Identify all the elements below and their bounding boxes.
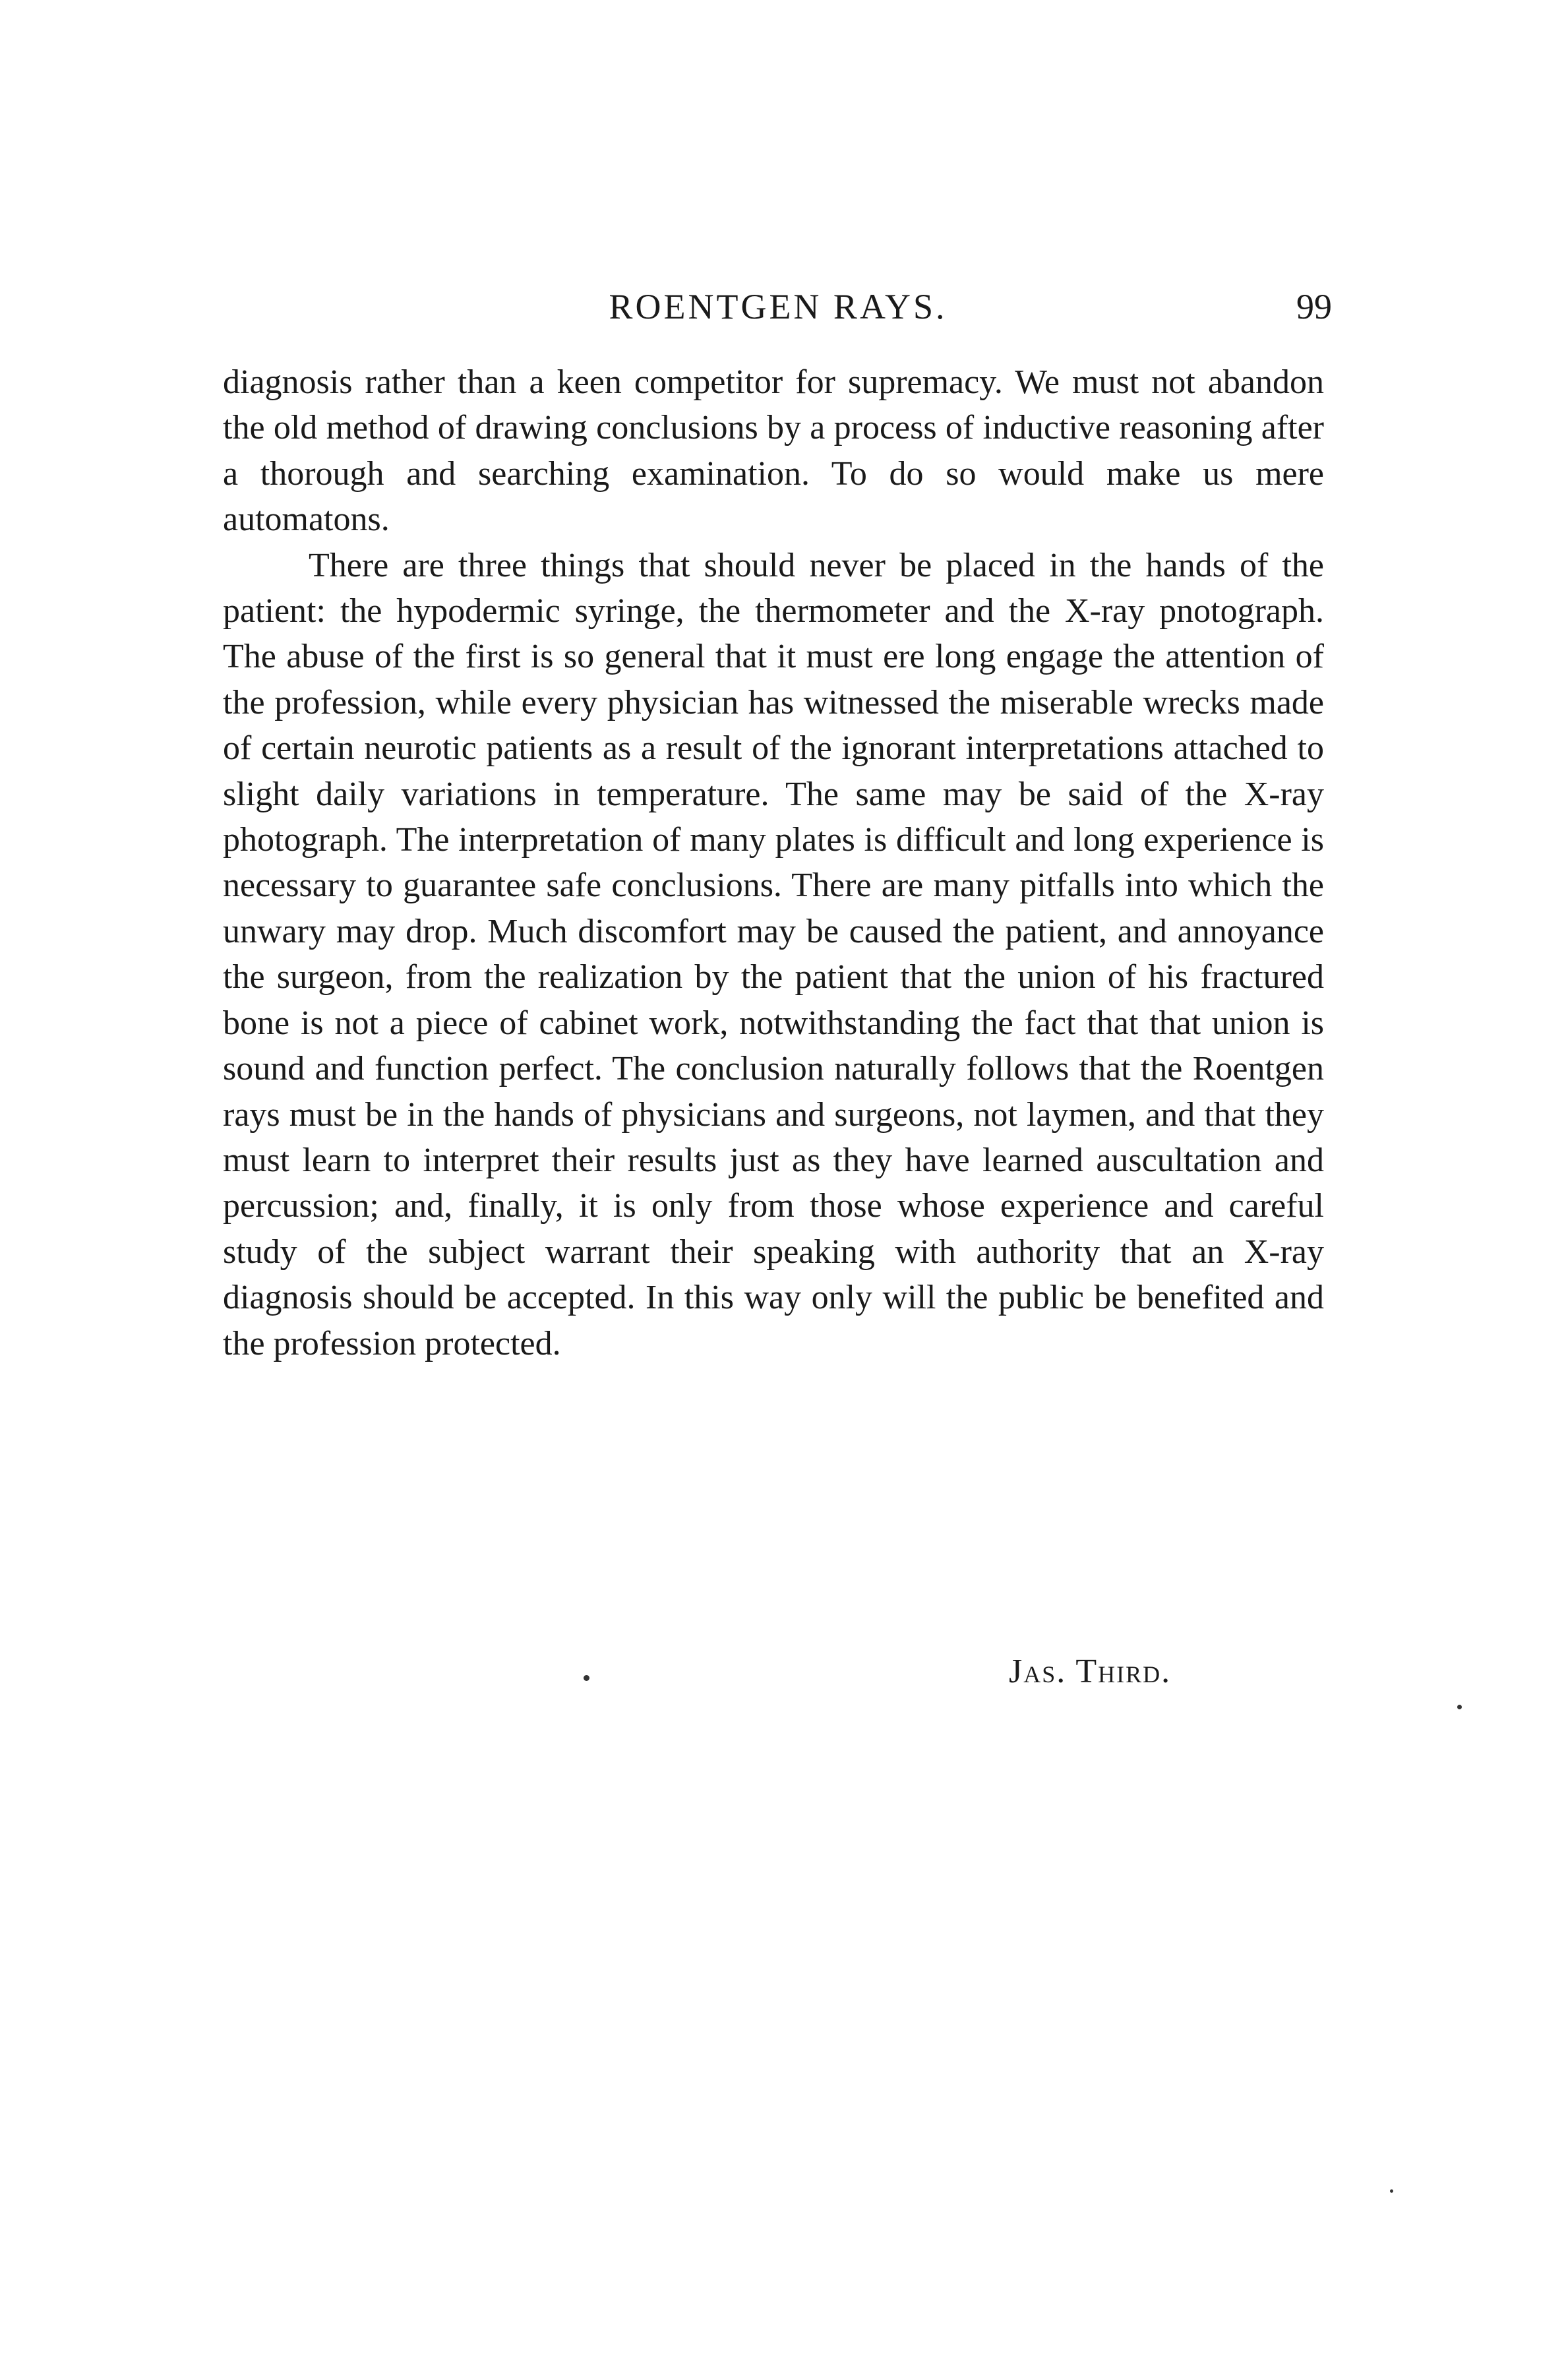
- page-number: 99: [1296, 287, 1332, 326]
- running-head: [224, 280, 1332, 333]
- running-title: ROENTGEN RAYS.: [609, 287, 948, 326]
- print-speck: [584, 1675, 589, 1681]
- paragraph-1: diagnosis rather than a keen competitor for supremacy. We must not abandon the old method of drawing conclusions by a process of inductive reasoning after a thorough and searching examination. To do so would make us mere automatons.: [223, 363, 1324, 539]
- print-speck: [1457, 1705, 1462, 1709]
- body-text: [223, 359, 1324, 1366]
- print-speck: [1390, 2189, 1393, 2193]
- author-signature: Jas. Third.: [1009, 1653, 1172, 1690]
- paragraph-2: There are three things that should never be placed in the hands of the patient: the hypodermic syringe, the thermometer and the X-ray pnotograph. The abuse of the first is so general that it must ere long engage the attention of the profession, while every physician has witnessed the miserable wrecks made of certain neurotic patients as a result of the ignorant interpretations attached to slight daily variations in temperature. The same may be said of the X-ray photograph. The interpretation of many plates is difficult and long experience is necessary to guarantee safe conclusions. There are many pitfalls into which the unwary may drop. Much discomfort may be caused the patient, and annoyance the surgeon, from the realization by the patient that the union of his fractured bone is not a piece of cabinet work, notwithstanding the fact that that union is sound and function perfect. The conclusion naturally follows that the Roentgen rays must be in the hands of physicians and surgeons, not laymen, and that they must learn to interpret their results just as they have learned auscultation and percussion; and, finally, it is only from those whose experience and careful study of the subject warrant their speaking with authority that an X-ray diagnosis should be accepted. In this way only will the public be benefited and the profession protected.: [223, 546, 1324, 1362]
